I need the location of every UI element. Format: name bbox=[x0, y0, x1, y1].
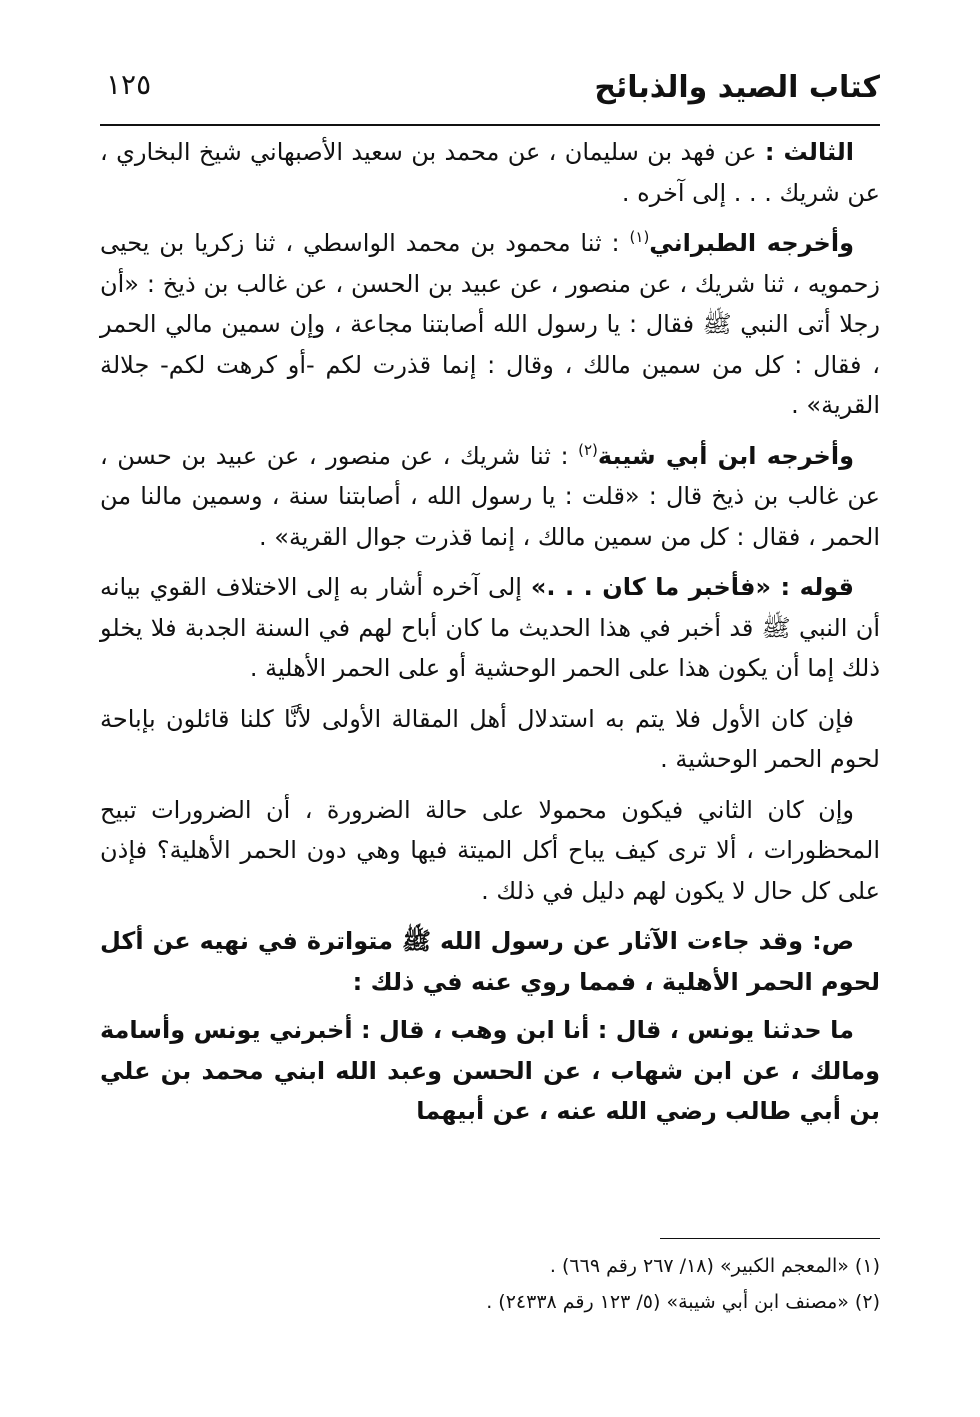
paragraph-6 bbox=[100, 790, 880, 912]
footnote-2: (٢) «مصنف ابن أبي شيبة» (٥/ ١٢٣ رقم ٢٤٣٣٨) . bbox=[486, 1291, 880, 1313]
paragraph-2 bbox=[100, 223, 880, 426]
paragraph-5 bbox=[100, 699, 880, 780]
paragraph-lead: وأخرجه ابن أبي شيبة bbox=[597, 441, 854, 470]
paragraph-text: : ثنا شريك ، عن منصور ، عن عبيد بن حسن ، عن غالب بن ذيخ قال : «قلت : يا رسول الله ، أصابتنا سنة ، وسمين مالنا من الحمر ، فقال : كل من سمين مالك ، إنما قذرت جوال القرية» . bbox=[100, 441, 880, 551]
paragraph-1 bbox=[100, 132, 880, 213]
paragraph-text: إلى آخره أشار به إلى الاختلاف القوي بيانه أن النبي ﷺ قد أخبر في هذا الحديث ما كان أباح لهم في السنة الجدبة فلا يخلو ذلك إما أن يكون هذا على الحمر الوحشية أو على الحمر الأهلية . bbox=[100, 573, 880, 682]
paragraph-lead: الثالث : bbox=[764, 138, 854, 166]
paragraph-text: عن فهد بن سليمان ، عن محمد بن سعيد الأصبهاني شيخ البخاري ، عن شريك . . . إلى آخره . bbox=[100, 138, 880, 207]
paragraph-4 bbox=[100, 567, 880, 689]
paragraph-lead: ص: وقد جاءت الآثار عن رسول الله ﷺ متواترة في نهيه عن أكل لحوم الحمر الأهلية ، فمما روي عنه في ذلك : bbox=[100, 927, 880, 996]
footnote-rule bbox=[660, 1238, 880, 1239]
page-body bbox=[100, 132, 880, 1140]
paragraph-lead: قوله : «فأخبر ما كان . . .» bbox=[530, 573, 855, 601]
paragraph-text: : ثنا محمود بن محمد الواسطي ، ثنا زكريا بن يحيى زحمويه ، ثنا شريك ، عن منصور ، عن عبيد بن الحسن ، عن غالب بن ذيخ : «أن رجلا أتى النبي ﷺ فقال : يا رسول الله أصابتنا مجاعة ، وإن سمين مالي الحمر ، فقال : كل من سمين مالك ، وقال : إنما قذرت لكم -أو كرهت لكم- جلالة القرية» . bbox=[100, 229, 880, 419]
paragraph-text: وإن كان الثاني فيكون محمولا على حالة الضرورة ، أن الضرورات تبيح المحظورات ، ألا ترى كيف يباح أكل الميتة فيها وهي دون الحمر الأهلية؟ فإذن على كل حال لا يكون لهم دليل في ذلك . bbox=[100, 795, 880, 905]
header-rule bbox=[100, 124, 880, 126]
paragraph-lead: وأخرجه الطبراني bbox=[649, 229, 854, 257]
page-number: ١٢٥ bbox=[106, 68, 152, 101]
page-header bbox=[100, 64, 880, 116]
footnote-ref-1[interactable]: (١) bbox=[629, 228, 650, 246]
paragraph-7 bbox=[100, 921, 880, 1002]
running-title: كتاب الصيد والذبائح bbox=[594, 70, 880, 105]
paragraph-8 bbox=[100, 1010, 880, 1132]
footnote-1: (١) «المعجم الكبير» (١٨/ ٢٦٧ رقم ٦٦٩) . bbox=[549, 1255, 880, 1277]
footnote-ref-2[interactable]: (٢) bbox=[578, 440, 598, 459]
footnotes bbox=[100, 1248, 880, 1320]
paragraph-lead: ما حدثنا يونس ، قال : أنا ابن وهب ، قال : أخبرني يونس وأسامة ومالك ، عن ابن شهاب ، عن الحسن وعبد الله ابني محمد بن علي بن أبي طالب رضي الله عنه ، عن أبيهما bbox=[100, 1016, 880, 1125]
paragraph-3 bbox=[100, 436, 880, 558]
paragraph-text: فإن كان الأول فلا يتم به استدلال أهل المقالة الأولى لأنَّا كلنا قائلون بإباحة لحوم الحمر الوحشية . bbox=[100, 704, 880, 773]
